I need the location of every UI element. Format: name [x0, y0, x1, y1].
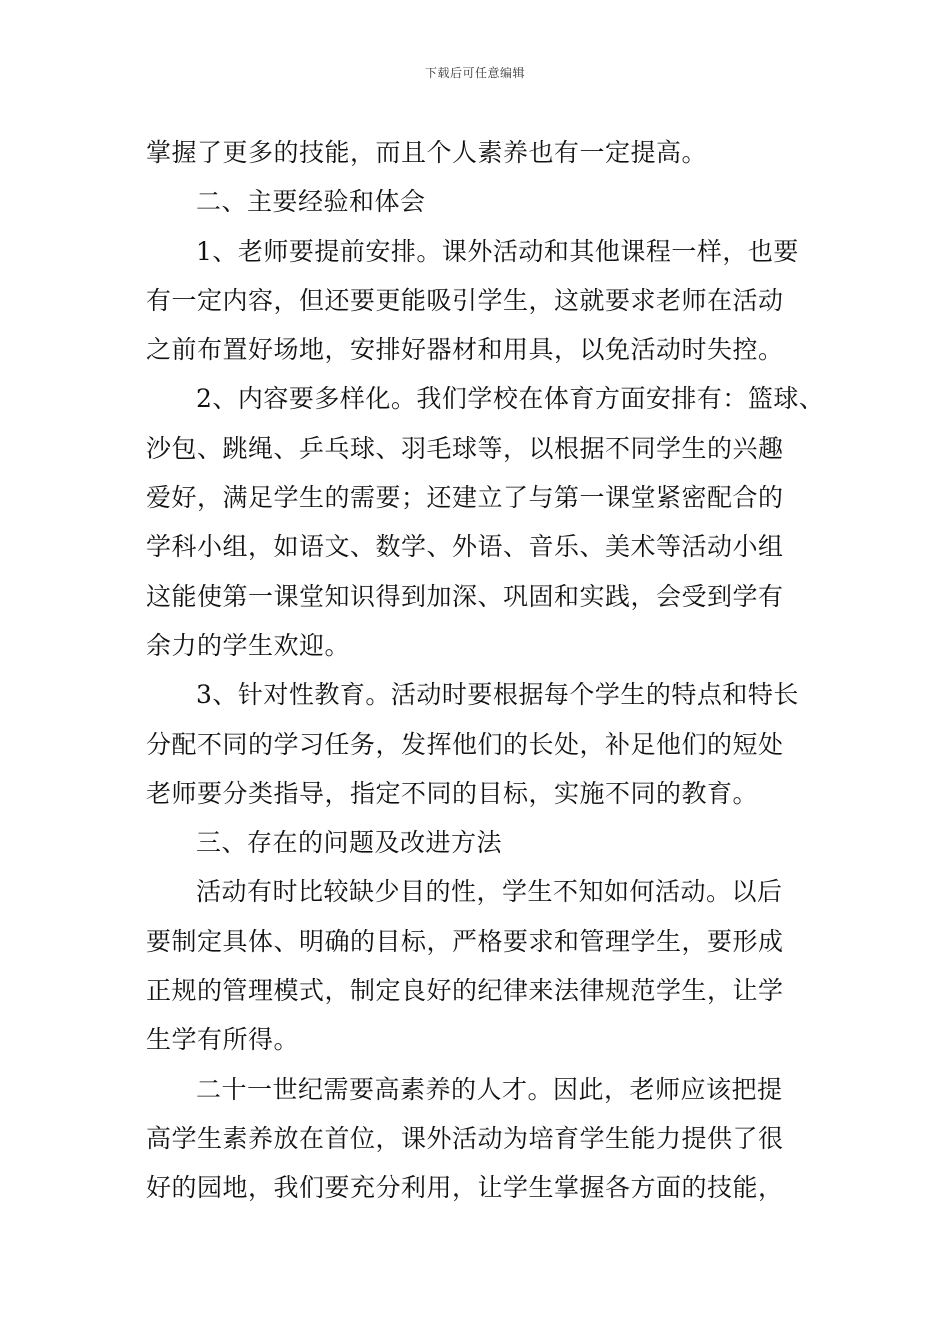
- text-line: 沙包、跳绳、乒乓球、羽毛球等，以根据不同学生的兴趣: [146, 433, 784, 463]
- text-line: 爱好，满足学生的需要；还建立了与第一课堂紧密配合的: [146, 483, 784, 513]
- text-line: 要制定具体、明确的目标，严格要求和管理学生，要形成: [146, 926, 784, 956]
- text-line: 老师要分类指导，指定不同的目标，实施不同的教育。: [146, 778, 759, 808]
- section-heading: 二、主要经验和体会: [196, 187, 426, 217]
- text-line: 有一定内容，但还要更能吸引学生，这就要求老师在活动: [146, 285, 784, 315]
- page-header: 下载后可任意编辑: [424, 66, 525, 80]
- text-line: 正规的管理模式，制定良好的纪律来法律规范学生，让学: [146, 976, 784, 1006]
- text-line: 分配不同的学习任务，发挥他们的长处，补足他们的短处: [146, 729, 784, 759]
- text-line: 好的园地，我们要充分利用，让学生掌握各方面的技能，: [146, 1173, 784, 1203]
- text-line: 2、内容要多样化。我们学校在体育方面安排有：篮球、: [196, 384, 825, 414]
- text-line: 这能使第一课堂知识得到加深、巩固和实践，会受到学有: [146, 581, 784, 611]
- text-line: 之前布置好场地，安排好器材和用具，以免活动时失控。: [146, 335, 784, 365]
- text-line: 余力的学生欢迎。: [146, 630, 351, 660]
- document-body: [146, 128, 825, 1213]
- text-line: 学科小组，如语文、数学、外语、音乐、美术等活动小组: [146, 532, 784, 562]
- section-heading: 三、存在的问题及改进方法: [196, 828, 503, 858]
- text-line: 3、针对性教育。活动时要根据每个学生的特点和特长: [196, 680, 799, 710]
- text-line: 掌握了更多的技能，而且个人素养也有一定提高。: [146, 138, 708, 167]
- text-line: 二十一世纪需要高素养的人才。因此，老师应该把提: [196, 1074, 783, 1104]
- text-line: 生学有所得。: [146, 1025, 300, 1055]
- text-line: 高学生素养放在首位，课外活动为培育学生能力提供了很: [146, 1123, 784, 1153]
- text-line: 活动有时比较缺少目的性，学生不知如何活动。以后: [196, 877, 783, 907]
- text-line: 1、老师要提前安排。课外活动和其他课程一样，也要: [196, 236, 799, 266]
